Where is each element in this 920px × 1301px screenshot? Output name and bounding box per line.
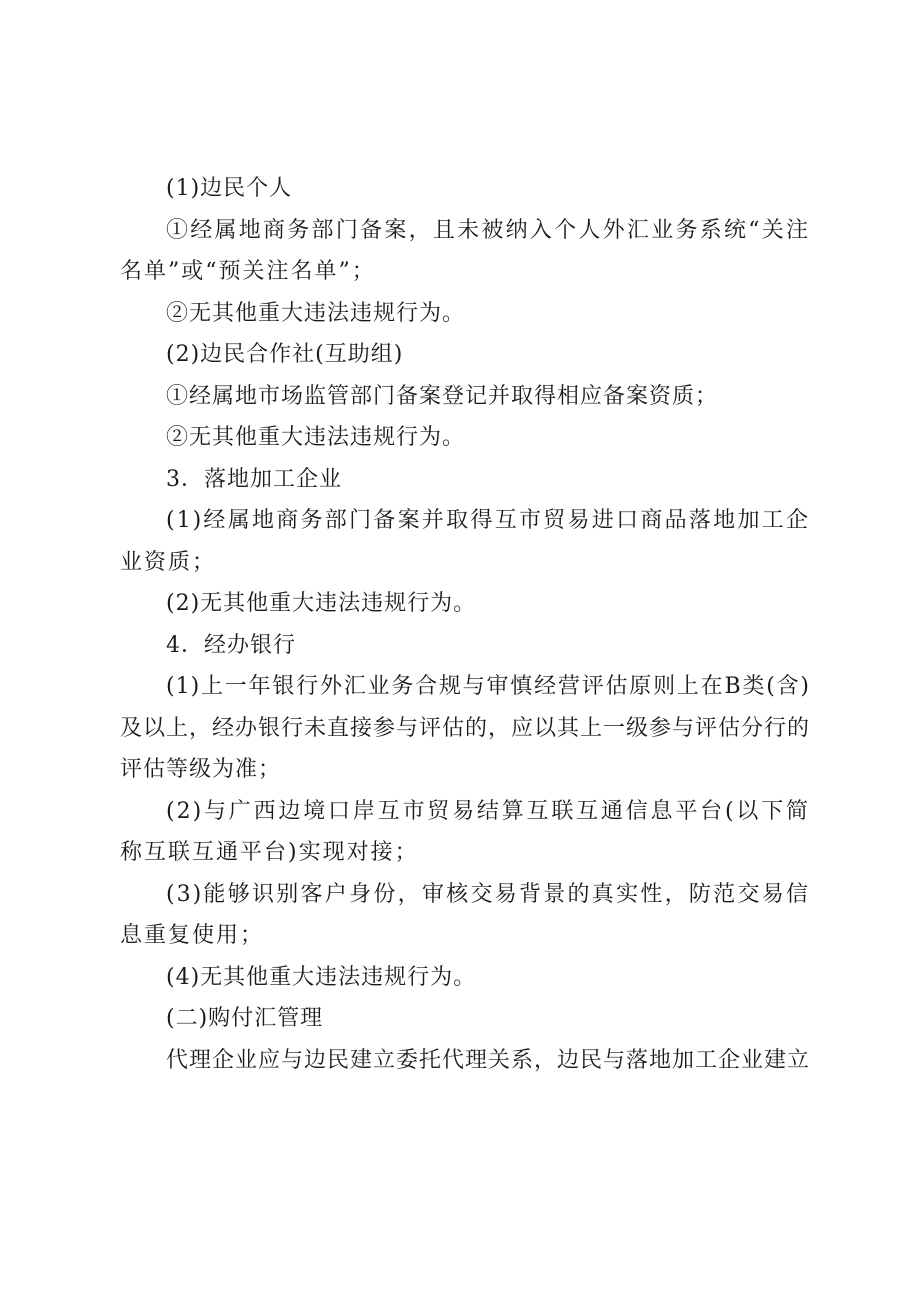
heading-purchase-payment-management: (二)购付汇管理	[166, 1006, 324, 1031]
heading-individual-border-resident: (1)边民个人	[166, 176, 293, 201]
paragraph-individual-condition-1: ①经属地商务部门备案，且未被纳入个人外汇业务系统“关注名单”或“预关注名单”；	[120, 217, 810, 284]
heading-border-cooperative: (2)边民合作社(互助组)	[166, 342, 404, 367]
paragraph-enterprise-condition-1: (1)经属地商务部门备案并取得互市贸易进口商品落地加工企业资质；	[120, 508, 810, 575]
paragraph-individual-condition-2: ②无其他重大违法违规行为。	[166, 300, 466, 326]
paragraph-agency-relationship: 代理企业应与边民建立委托代理关系，边民与落地加工企业建立	[166, 1047, 811, 1073]
paragraph-cooperative-condition-2: ②无其他重大违法违规行为。	[166, 425, 466, 450]
heading-processing-enterprise: 3．落地加工企业	[166, 466, 342, 492]
paragraph-bank-condition-4: (4)无其他重大违法违规行为。	[166, 964, 477, 990]
paragraph-cooperative-condition-1: ①经属地市场监管部门备案登记并取得相应备案资质；	[166, 383, 719, 409]
paragraph-enterprise-condition-2: (2)无其他重大违法违规行为。	[166, 591, 477, 616]
heading-handling-bank: 4．经办银行	[166, 632, 296, 658]
paragraph-bank-condition-3: (3)能够识别客户身份，审核交易背景的真实性，防范交易信息重复使用；	[120, 881, 810, 948]
paragraph-bank-condition-2: (2)与广西边境口岸互市贸易结算互联互通信息平台(以下简称互联互通平台)实现对接；	[120, 798, 810, 865]
document-body	[120, 168, 810, 1081]
paragraph-bank-condition-1: (1)上一年银行外汇业务合规与审慎经营评估原则上在B类(含)及以上，经办银行未直接参与评估的，应以其上一级参与评估分行的评估等级为准；	[120, 674, 811, 782]
